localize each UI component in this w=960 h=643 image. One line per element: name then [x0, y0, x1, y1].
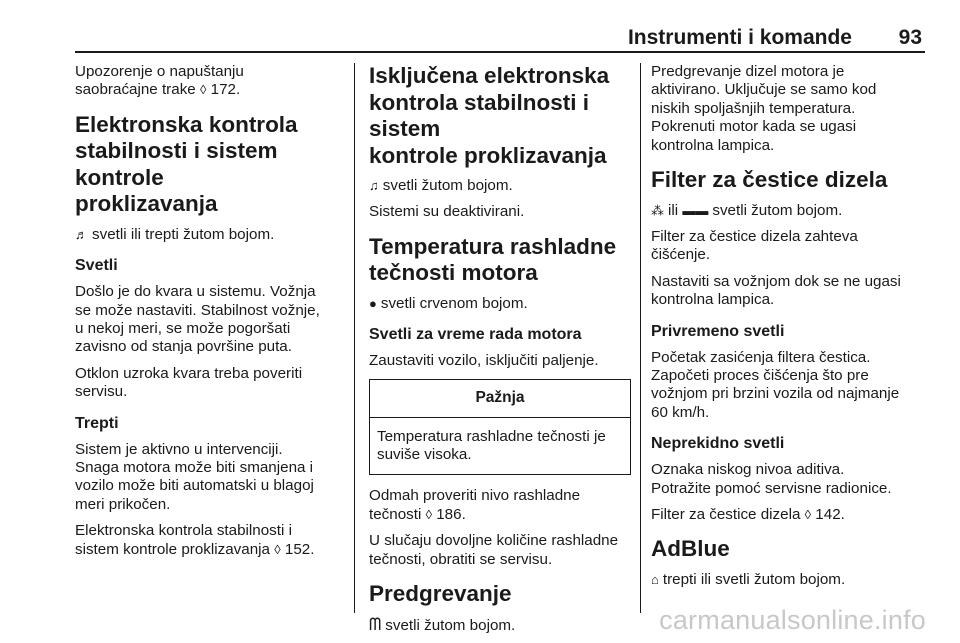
section-heading: AdBlue: [651, 536, 730, 562]
section-heading: Elektronska kontrola stabilnosti i sistem kontrole proklizavanja: [75, 111, 298, 217]
paragraph: ⌂ trepti ili svetli žutom bojom.: [651, 570, 846, 588]
paragraph: Predgrevanje dizel motora je aktivirano. Uključuje se samo kod niskih spoljašnjih temperatura. Pokrenuti motor kada se ugasi kontrolna lampica.: [651, 63, 877, 154]
paragraph: Filter za čestice dizela ◊ 142.: [651, 506, 845, 523]
paragraph: Nastaviti sa vožnjom dok se ne ugasi kontrolna lampica.: [651, 272, 901, 309]
page-ref-link[interactable]: 142.: [815, 506, 845, 523]
notice-box: [369, 379, 631, 476]
paragraph: ♫ svetli žutom bojom.: [369, 177, 513, 194]
paragraph: Oznaka niskog nivoa aditiva. Potražite pomoć servisne radionice.: [651, 461, 892, 497]
page-ref-link[interactable]: 152.: [284, 540, 315, 558]
ref-arrow-icon: ◊: [199, 82, 207, 98]
paragraph: Sistemi su deaktivirani.: [369, 203, 525, 221]
section-heading: Isključena elektronska kontrola stabilnosti i sistem kontrole proklizavanja: [369, 63, 610, 168]
column-3: [651, 63, 913, 597]
column-2: [369, 63, 631, 643]
paragraph: Otklon uzroka kvara treba poveriti servisu.: [75, 364, 303, 401]
paragraph: ᗰ svetli žutom bojom.: [369, 614, 516, 634]
header-rule: [75, 51, 925, 53]
paragraph: Elektronska kontrola stabilnosti i sistem kontrole proklizavanja ◊ 152.: [75, 522, 315, 558]
paragraph: U slučaju dovoljne količine rashladne tečnosti, obratiti se servisu.: [369, 532, 619, 568]
esp-warning-icon: ♬: [75, 226, 88, 242]
subheading: Neprekidno svetli: [651, 435, 785, 453]
paragraph: Filter za čestice dizela zahteva čišćenje.: [651, 227, 858, 264]
watermark: carmanualsonline.info: [659, 605, 926, 635]
glow-plug-icon: ᗰ: [369, 614, 382, 634]
paragraph: ♬ svetli ili trepti žutom bojom.: [75, 225, 275, 243]
notice-title: Pažnja: [370, 380, 630, 418]
adblue-icon: ⌂: [651, 571, 659, 587]
paragraph: Početak zasićenja filtera čestica. Započeti proces čišćenja što pre vožnjom pri brzini vozila od najmanje 60 km/h.: [651, 348, 900, 421]
subheading: Privremeno svetli: [651, 322, 785, 340]
paragraph: Zaustaviti vozilo, isključiti paljenje.: [369, 352, 599, 370]
section-heading: Filter za čestice dizela: [651, 167, 888, 193]
subheading: Svetli za vreme rada motora: [369, 326, 582, 344]
esp-off-icon: ♫: [369, 178, 379, 193]
coolant-temperature-icon: ●: [369, 295, 377, 311]
paragraph: Odmah proveriti nivo rashladne tečnosti ◊ 186.: [369, 487, 581, 523]
ref-arrow-icon: ◊: [274, 541, 281, 557]
paragraph: Upozorenje o napuštanju saobraćajne trake ◊ 172.: [75, 63, 244, 99]
column-divider: [354, 63, 355, 613]
paragraph: ● svetli crvenom bojom.: [369, 294, 528, 312]
page-ref-link[interactable]: 172.: [210, 81, 241, 99]
exhaust-filter-icon: ▬▬: [682, 202, 709, 218]
ref-arrow-icon: ◊: [425, 506, 432, 522]
column-1: [75, 63, 337, 567]
ref-arrow-icon: ◊: [804, 507, 812, 522]
notice-body: Temperatura rashladne tečnosti je suviše visoka.: [377, 427, 606, 464]
section-heading: Temperatura rashladne tečnosti motora: [369, 233, 617, 286]
page-number: 93: [898, 26, 922, 49]
header-title: Instrumenti i komande: [627, 26, 852, 49]
paragraph: ⁂ ili ▬▬ svetli žutom bojom.: [651, 201, 843, 219]
subheading: Trepti: [75, 414, 119, 432]
paragraph: Došlo je do kvara u sistemu. Vožnja se može nastaviti. Stabilnost vožnje, u nekoj meri, se može pogoršati zavisno od stanja površine puta.: [75, 283, 320, 356]
paragraph: Sistem je aktivno u intervenciji. Snaga motora može biti smanjena i vozilo može biti automatski u blagoj meri prikočen.: [75, 440, 314, 513]
page-ref-link[interactable]: 186.: [436, 505, 466, 523]
subheading: Svetli: [75, 257, 118, 275]
column-divider: [640, 63, 641, 613]
section-heading: Predgrevanje: [369, 581, 512, 607]
diesel-particle-filter-icon: ⁂: [651, 202, 664, 218]
